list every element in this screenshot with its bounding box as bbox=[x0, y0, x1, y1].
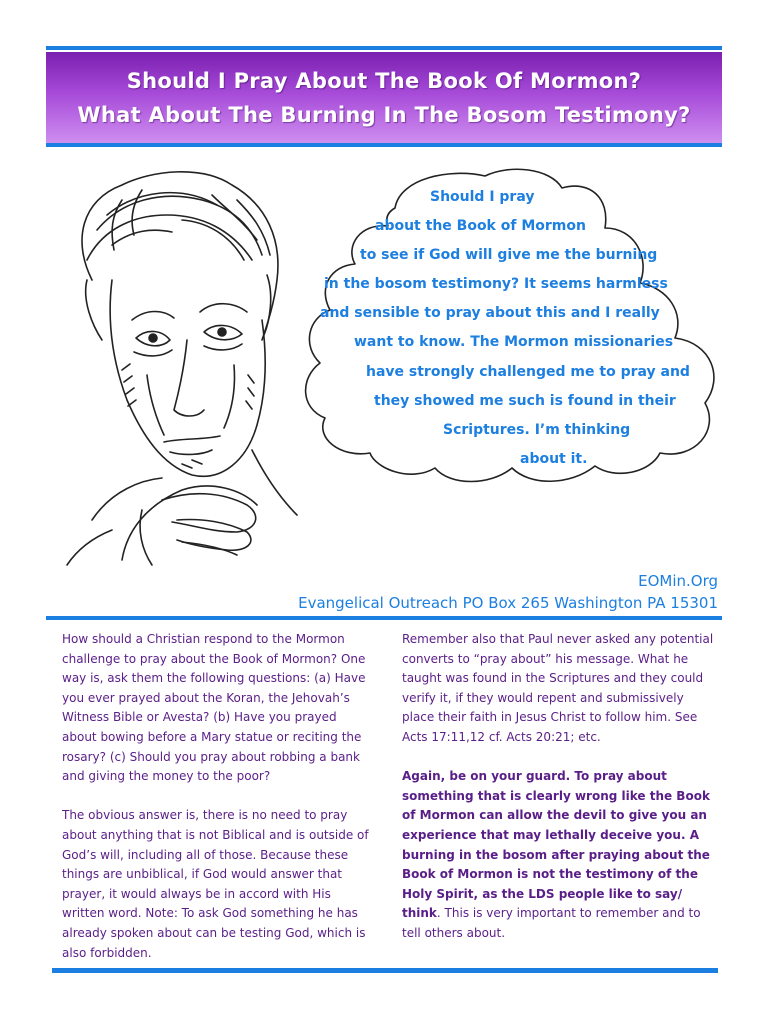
right-paragraph-2 bbox=[402, 767, 718, 943]
bubble-line: Should I pray bbox=[430, 189, 535, 205]
bubble-line: about the Book of Mormon bbox=[375, 218, 586, 234]
bubble-line: to see if God will give me the burning bbox=[360, 247, 658, 263]
bottom-rule bbox=[52, 968, 718, 973]
bubble-line: have strongly challenged me to pray and bbox=[366, 364, 690, 380]
left-column bbox=[62, 630, 374, 983]
postal-address: Evangelical Outreach PO Box 265 Washington PA 15301 bbox=[298, 594, 718, 612]
left-paragraph-2: The obvious answer is, there is no need to pray about anything that is not Biblical and is outside of God’s will, including all of those. Because these things are unbiblical, if God would answer that prayer, it would always be in accord with His written word. Note: To ask God something he has already spoken about can be testing God, which is also forbidden. bbox=[62, 808, 369, 960]
bubble-line: they showed me such is found in their bbox=[374, 393, 676, 409]
middle-rule bbox=[46, 616, 722, 620]
warning-tail-text: . This is very important to remember and to tell others about. bbox=[402, 906, 701, 940]
website-link[interactable]: EOMin.Org bbox=[638, 572, 718, 590]
title-banner bbox=[46, 52, 722, 147]
contact-info bbox=[298, 570, 718, 614]
bubble-line: Scriptures. I’m thinking bbox=[443, 422, 631, 438]
title-line-2: What About The Burning In The Bosom Testimony? bbox=[77, 102, 691, 127]
warning-text: Again, be on your guard. To pray about something that is clearly wrong like the Book of Mormon can allow the devil to give you an experience that may lethally deceive you. A burning in the bosom after praying about the Book of Mormon is not the testimony of the Holy Spirit, as the LDS people like to say/ think bbox=[402, 769, 710, 921]
left-paragraph-1: How should a Christian respond to the Mormon challenge to pray about the Book of Mormon? One way is, ask them the following questions: (a) Have you ever prayed about the Koran, the Jehovah’s Witness Bible or Avesta? (b) Have you prayed about bowing before a Mary statue or reciting the rosary? (c) Should you pray about robbing a bank and giving the money to the poor? bbox=[62, 632, 366, 784]
bubble-line: and sensible to pray about this and I really bbox=[320, 305, 660, 321]
top-rule bbox=[46, 46, 722, 50]
bubble-line: want to know. The Mormon missionaries bbox=[354, 334, 674, 350]
right-column bbox=[402, 630, 718, 963]
bubble-line: in the bosom testimony? It seems harmless bbox=[324, 276, 668, 292]
right-paragraph-1: Remember also that Paul never asked any potential converts to “pray about” his message. What he taught was found in the Scriptures and they could verify it, if they would repent and submissively place their faith in Jesus Christ to follow him. See Acts 17:11,12 cf. Acts 20:21; etc. bbox=[402, 632, 714, 744]
title-line-1: Should I Pray About The Book Of Mormon? bbox=[126, 68, 642, 93]
pensive-man-drawing-icon bbox=[52, 160, 302, 570]
bubble-line: about it. bbox=[520, 451, 588, 467]
